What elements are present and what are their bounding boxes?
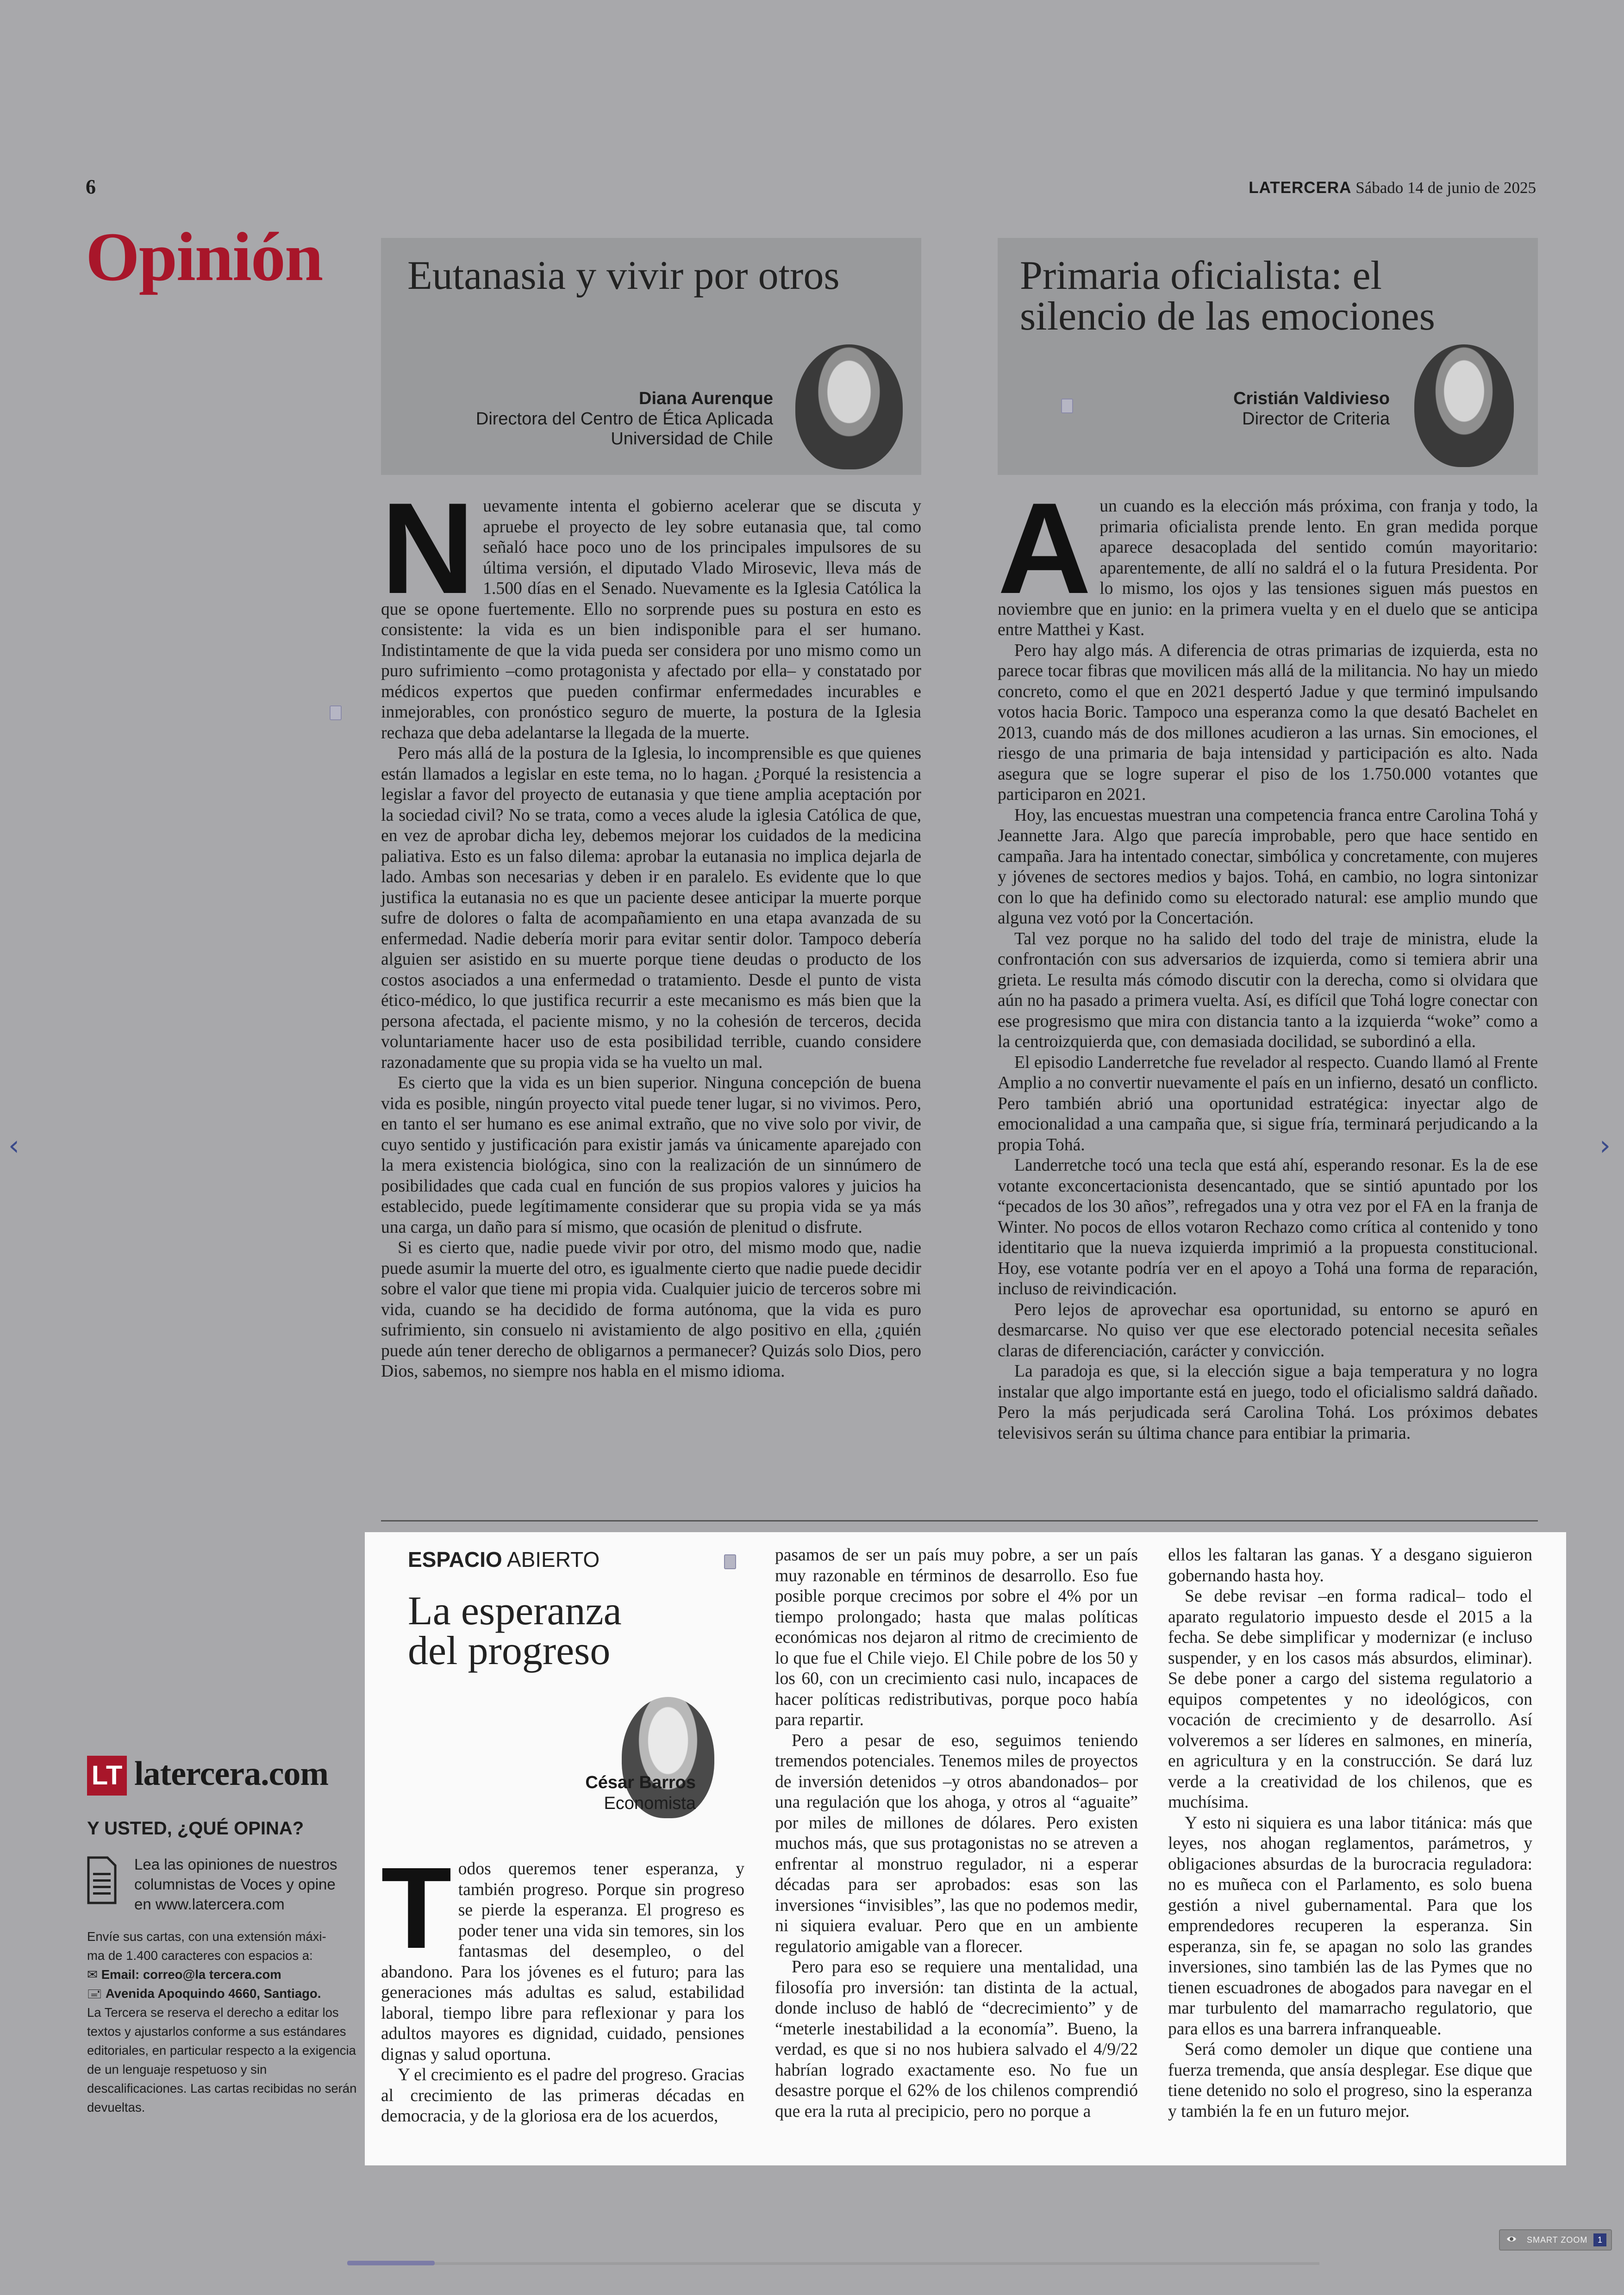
brand-name: LATERCERA	[1249, 179, 1352, 197]
article2-paragraph: Landerretche tocó una tecla que está ahí, esperando resonar. Es la de ese votante exconcertacionista desencantado, que se sintió apuntado por los “pecados de los 30 años”, refregados una y otra vez por el FA en la franja de Winter. No pocos de ellos votaron Rechazo como crítica al contenido y tono identitario que la nueva izquierda imprimió a la propuesta constitucional. Hoy, ese votante podría ver en el apoyo a Tohá una forma de reparación, incluso de reivindicación.	[998, 1156, 1538, 1298]
masthead-date	[1249, 179, 1536, 197]
espacio-paragraph: Y el crecimiento es el padre del progreso. Gracias al crecimiento de las primeras décadas en democracia, y de la gloriosa era de los acuerdos,	[381, 2065, 744, 2126]
chevron-left-icon[interactable]: ‹	[8, 1129, 19, 1162]
article2-dropcap: A	[998, 476, 1092, 621]
letters-email-row	[87, 1965, 360, 1984]
article2-role: Director de Criteria	[1242, 409, 1390, 429]
espacio-paragraph: Pero para eso se requiere una mentalidad, una filosofía pro inversión: tan distinta de la actual, donde incluso de habló de “decrecimiento” y de “meterle inestabilidad a la economía”. Bueno, la verdad, es que si no nos hubiera salvado el 4/9/22 habrían logrado exactamente eso. No fue un desastre porque el 62% de los chilenos comprendió que era la ruta al precipicio, pero no porque a	[775, 1958, 1138, 2121]
page-progress-track[interactable]	[347, 2262, 1319, 2265]
article1-role-line2: Universidad de Chile	[611, 429, 773, 449]
latercera-domain: latercera.com	[134, 1755, 329, 1793]
article1-paragraph: Es cierto que la vida es un bien superior. Ninguna concepción de buena vida es posible, ningún proyecto vital puede tener lugar, si no vivimos. Pero, en tanto el ser humano es ese animal extraño, que no vive solo por vivir, de cuyo sentido y justificación para existir jamás va únicamente aparejado con la mera existencia biológica, sino con la realización de un sinnúmero de posibilidades que cada cual en función de sus propios valores y juicios ha establecido, puede legítimamente considerar que su propia vida se ya más una carga, un daño para sí mismo, que ocasión de plenitud o disfrute.	[381, 1073, 921, 1237]
article2-body	[998, 476, 1538, 1444]
article1-paragraph: Si es cierto que, nadie puede vivir por otro, del mismo modo que, nadie puede asumir la muerte del otro, es igualmente cierto que nadie puede decidir sobre el valor que tiene mi propia vida. Cualquier juicio de terceros sobre mi vida, cuando se ha decidido de forma autónoma, que la vida es puro sufrimiento, sin consuelo ni avistamiento de algo positivo en ella, ¿quién puede aún tener derecho de obligarnos a permanecer? Quizás solo Dios, pero Dios, sabemos, no siempre nos habla en el mismo idioma.	[381, 1238, 921, 1381]
espacio-kicker-light: ABIERTO	[506, 1547, 600, 1572]
opine-intro-line1: Lea las opiniones de nuestros	[134, 1856, 337, 1873]
article1-paragraph: Pero más allá de la postura de la Iglesia, lo incomprensible es que quienes están llamados a legislar en este tema, no lo hagan. ¿Porqué la resistencia a legislar a favor del proyecto de eutanasia y que tiene amplia aceptación por la sociedad civil? No se trata, como a veces alude la iglesia Católica de que, en vez de aprobar dicha ley, debemos mejorar los cuidados de la medicina paliativa. Esto es un falso dilema: aprobar la eutanasia no implica dejarla de lado. Ambas son necesarias y deben ir en paralelo. Es evidente que lo que justifica la eutanasia no es que un paciente desee anticipar la muerte porque sufre de dolores o falta de acompañamiento en una etapa avanzada de su enfermedad. Nadie debería morir para evitar sentir dolor. Tampoco debería alguien ser asistido en su muerte porque tiene deudas o producto de los costos asociados a una enfermedad o tratamiento. Desde el punto de vista ético-médico, lo que justifica recurrir a este mecanismo es más bien que la persona afectada, el paciente mismo, y no la cohesión de terceros, decida voluntariamente hacer uso de esta posibilidad terrible, cuando considere razonadamente que su propia vida se ha vuelto un mal.	[381, 744, 921, 1072]
opine-heading: Y USTED, ¿QUÉ OPINA?	[87, 1818, 304, 1839]
chevron-right-icon[interactable]: ›	[1599, 1129, 1611, 1162]
article1-body	[381, 476, 921, 1382]
espacio-author: César Barros	[585, 1773, 696, 1792]
letters-line1: Envíe sus cartas, con una extensión máxi-	[87, 1929, 326, 1944]
article2-author: Cristián Valdivieso	[1233, 389, 1390, 408]
article2-title-line1: Primaria oficialista: el	[1020, 253, 1382, 298]
article2-paragraph: Hoy, las encuestas muestran una competencia franca entre Carolina Tohá y Jeannette Jara. Algo que parecía improbable, pero que hace sentido en campaña. Jara ha intentado conectar, simbólica y concretamente, con mujeres y jóvenes de sectores medios y bajos. Tohá, en cambio, no logra sintonizar con lo que ha definido como su electorado natural: ese amplio mundo que alguna vez votó por la Concertación.	[998, 805, 1538, 928]
espacio-title-line1: La esperanza	[408, 1589, 622, 1634]
espacio-kicker-bold: ESPACIO	[408, 1547, 502, 1572]
article1-role-line1: Directora del Centro de Ética Aplicada	[475, 409, 773, 429]
eye-icon	[1506, 2234, 1517, 2244]
page-progress-fill	[347, 2261, 435, 2265]
opine-intro	[134, 1854, 352, 1914]
espacio-column-1	[381, 1843, 744, 2127]
article1-role	[476, 409, 773, 449]
article1-author: Diana Aurenque	[639, 389, 773, 408]
email-icon: ✉	[87, 1967, 98, 1982]
article2-paragraph: El episodio Landerretche fue revelador al respecto. Cuando llamó al Frente Amplio a no convertir nuevamente el país en un infierno, desató un conflicto. Pero también abrió una oportunidad estratégica: inyectar algo de emocionalidad a una campaña que, si sigue fría, terminará perjudicando a la propia Tohá.	[998, 1053, 1538, 1154]
letters-line2: ma de 1.400 caracteres con espacios a:	[87, 1948, 313, 1963]
espacio-paragraph: odos queremos tener esperanza, y también progreso. Porque sin progreso se pierde la esperanza. El progreso es poder tener una vida sin temores, sin los fantasmas del desempleo, o del abandono. Para los jóvenes es el futuro; para las generaciones más adultas es salud, estabilidad laboral, tiempo libre para reflexionar y para los adultos mayores es dignidad, cuidado, pensiones dignas y salud oportuna.	[381, 1859, 744, 2064]
espacio-paragraph: pasamos de ser un país muy pobre, a ser un país muy razonable en términos de desarrollo. Eso fue posible porque crecimos por sobre el 4% por un tiempo prolongado; hasta que malas políticas económicas nos dejaron al ritmo de crecimiento de lo que fue el Chile viejo. El Chile pobre de los 50 y los 60, con un crecimiento casi nulo, incapaces de hacer políticas redistributivas, porque poco había para repartir.	[775, 1546, 1138, 1729]
issue-date: Sábado 14 de junio de 2025	[1355, 179, 1536, 197]
letters-address: Avenida Apoquindo 4660, Santiago.	[105, 1986, 321, 2001]
article2-author-portrait	[1414, 344, 1514, 467]
section-divider	[381, 1520, 1538, 1522]
espacio-column-3	[1168, 1545, 1532, 2122]
espacio-paragraph: Se debe revisar –en forma radical– todo el aparato regulatorio impuesto desde el 2015 a la fecha. Se debe simplificar y modernizar (e incluso suspender, y en los casos más absurdos, eliminar). Se debe poner a cargo del sistema regulatorio a equipos competentes y no ideológicos, con vocación de crecimiento y de desarrollo. Así volveremos a ser líderes en salmones, en minería, en agricultura y en la construcción. Se dará luz verde a la creatividad de los chilenos, que es muchísima.	[1168, 1587, 1532, 1812]
article1-dropcap: N	[381, 476, 475, 621]
letters-email: Email: correo@la tercera.com	[101, 1967, 281, 1982]
article1-author-portrait	[795, 344, 903, 469]
espacio-paragraph: ellos les faltaran las ganas. Y a desgano siguieron gobernando hasta hoy.	[1168, 1546, 1532, 1585]
opine-intro-line3: en www.latercera.com	[134, 1896, 285, 1913]
espacio-title-line2: del progreso	[408, 1628, 611, 1673]
article2-paragraph: Pero hay algo más. A diferencia de otras primarias de izquierda, esta no parece tocar fibras que movilicen más allá de la militancia. No hay un miedo concreto, como el que en 2021 despertó Jadue y que terminó impulsando votos hacia Boric. Tampoco una esperanza como la que desató Bachelet en 2013, cuando más de dos millones acudieron a las urnas. Sin emociones, el riesgo de una primaria de baja intensidad y participación es alto. Nada asegura que se logre superar el piso de los 1.750.000 votantes que participaron en 2021.	[998, 641, 1538, 804]
letters-address-row	[87, 1984, 360, 2003]
espacio-paragraph: Y esto ni siquiera es una labor titánica: más que leyes, nos ahogan reglamentos, parámetros, y obligaciones absurdas de la burocracia reguladora: no es muñeca con el Parlamento, es solo buena gestión a nivel gubernamental. Para que los emprendedores recuperen la esperanza. Sin esperanza, sin fe, se apagan no solo las grandes inversiones, sino también las de las Pymes que no tienen escuadrones de abogados para navegar en el mar turbulento del mamarracho regulatorio, que para ellos es una barrera infranqueable.	[1168, 1813, 1532, 2039]
article2-title-line2: silencio de las emociones	[1020, 294, 1435, 339]
mail-icon: 🖃	[87, 1986, 102, 2001]
latercera-logo: LT	[87, 1756, 127, 1796]
espacio-paragraph: Pero a pesar de eso, seguimos teniendo tremendos potenciales. Tenemos miles de proyectos de inversión detenidos –y otros abandonados– por una regulación que los ahoga, y otros al “aguaite” por miles de millones de dólares. Pero existen muchos más, que sus protagonistas no se atreven a enfrentar al monstruo regulador, ni a esperar décadas para ser aprobados: esas son las inversiones “invisibles”, las que no podemos medir, ni siquiera evaluar. Pero que en un ambiente regulatorio amigable van a florecer.	[775, 1731, 1138, 1956]
opine-intro-line2: columnistas de Voces y opine	[134, 1876, 336, 1893]
page-number: 6	[86, 175, 96, 198]
document-icon	[87, 1856, 117, 1904]
note-icon[interactable]	[1061, 399, 1073, 413]
espacio-kicker	[408, 1547, 600, 1572]
espacio-role: Economista	[604, 1794, 696, 1813]
espacio-dropcap: T	[381, 1843, 452, 1972]
article2-paragraph: un cuando es la elección más próxima, con franja y todo, la primaria oficialista prende lento. En gran medida porque aparece desacoplada del sentido común mayoritario: aparentemente, de allí no saldrá el o la futura Presidenta. Por lo mismo, los ojos y las tensiones siguen más puestos en noviembre que en junio: en la primera vuelta y en el duelo que se anticipa entre Matthei y Kast.	[998, 497, 1538, 639]
letters-disclaimer: La Tercera se reserva el derecho a editar los textos y ajustarlos conforme a sus estándares editoriales, en particular respecto a la exigencia de un lenguaje respetuoso y sin descalificaciones. Las cartas recibidas no serán devueltas.	[87, 2005, 357, 2114]
note-icon[interactable]	[724, 1554, 736, 1569]
article2-paragraph: Tal vez porque no ha salido del todo del traje de ministra, elude la confrontación con sus adversarios de izquierda, como si temiera abrir una grieta. Le resulta más cómodo discutir con la derecha, como si olvidara que aún no ha pasado a primera vuelta. Así, es difícil que Tohá logre conectar con ese progresismo que mira con distancia tanto a la izquierda “woke” como a la centroizquierda que, con demasiada docilidad, se subordinó a ella.	[998, 929, 1538, 1051]
article1-paragraph: uevamente intenta el gobierno acelerar que se discuta y apruebe el proyecto de ley sobre eutanasia que, tal como señaló hace poco uno de los principales impulsores de su última versión, el diputado Vlado Mirosevic, lleva más de 1.500 días en el Senado. Nuevamente es la Iglesia Católica la que se opone fuertemente. Ello no sorprende pues su postura en esto es consistente: la vida es un bien indisponible para el ser humano. Indistintamente de que la vida pueda ser considera por uno mismo como un puro sufrimiento –como protagonista y afectado por ella– y constatado por médicos expertos que pueden confirmar enfermedades incurables e inmejorables, con pronóstico seguro de muerte, la postura de la Iglesia rechaza que deba adelantarse la llegada de la muerte.	[381, 497, 921, 742]
letters-info	[87, 1927, 360, 2117]
article1-title: Eutanasia y vivir por otros	[407, 253, 840, 298]
smart-zoom-label: SMART ZOOM	[1527, 2235, 1588, 2245]
espacio-paragraph: Será como demoler un dique que contiene una fuerza tremenda, que ansía desplegar. Ese dique que tiene detenido no solo el progreso, sino la esperanza y también la fe en un futuro mejor.	[1168, 2040, 1532, 2121]
article1-header	[381, 238, 921, 475]
article2-paragraph: La paradoja es que, si la elección sigue a baja temperatura y no logra instalar que algo importante está en juego, todo el oficialismo saldrá dañado. Pero la más perjudicada será Carolina Tohá. Los próximos debates televisivos serán su última chance para entibiar la primaria.	[998, 1362, 1538, 1443]
espacio-title	[408, 1591, 622, 1671]
espacio-column-2	[775, 1545, 1138, 2122]
espacio-abierto-panel	[365, 1532, 1566, 2165]
article2-header	[998, 238, 1538, 475]
section-title: Opinión	[86, 218, 323, 295]
note-icon[interactable]	[330, 705, 342, 720]
article2-paragraph: Pero lejos de aprovechar esa oportunidad, su entorno se apuró en desmarcarse. No quiso ver que ese electorado potencial necesita señales claras de diferenciación, carácter y convicción.	[998, 1300, 1538, 1360]
article2-title	[1020, 253, 1435, 339]
smart-zoom-button[interactable]	[1499, 2229, 1612, 2251]
smart-zoom-count: 1	[1593, 2233, 1606, 2246]
